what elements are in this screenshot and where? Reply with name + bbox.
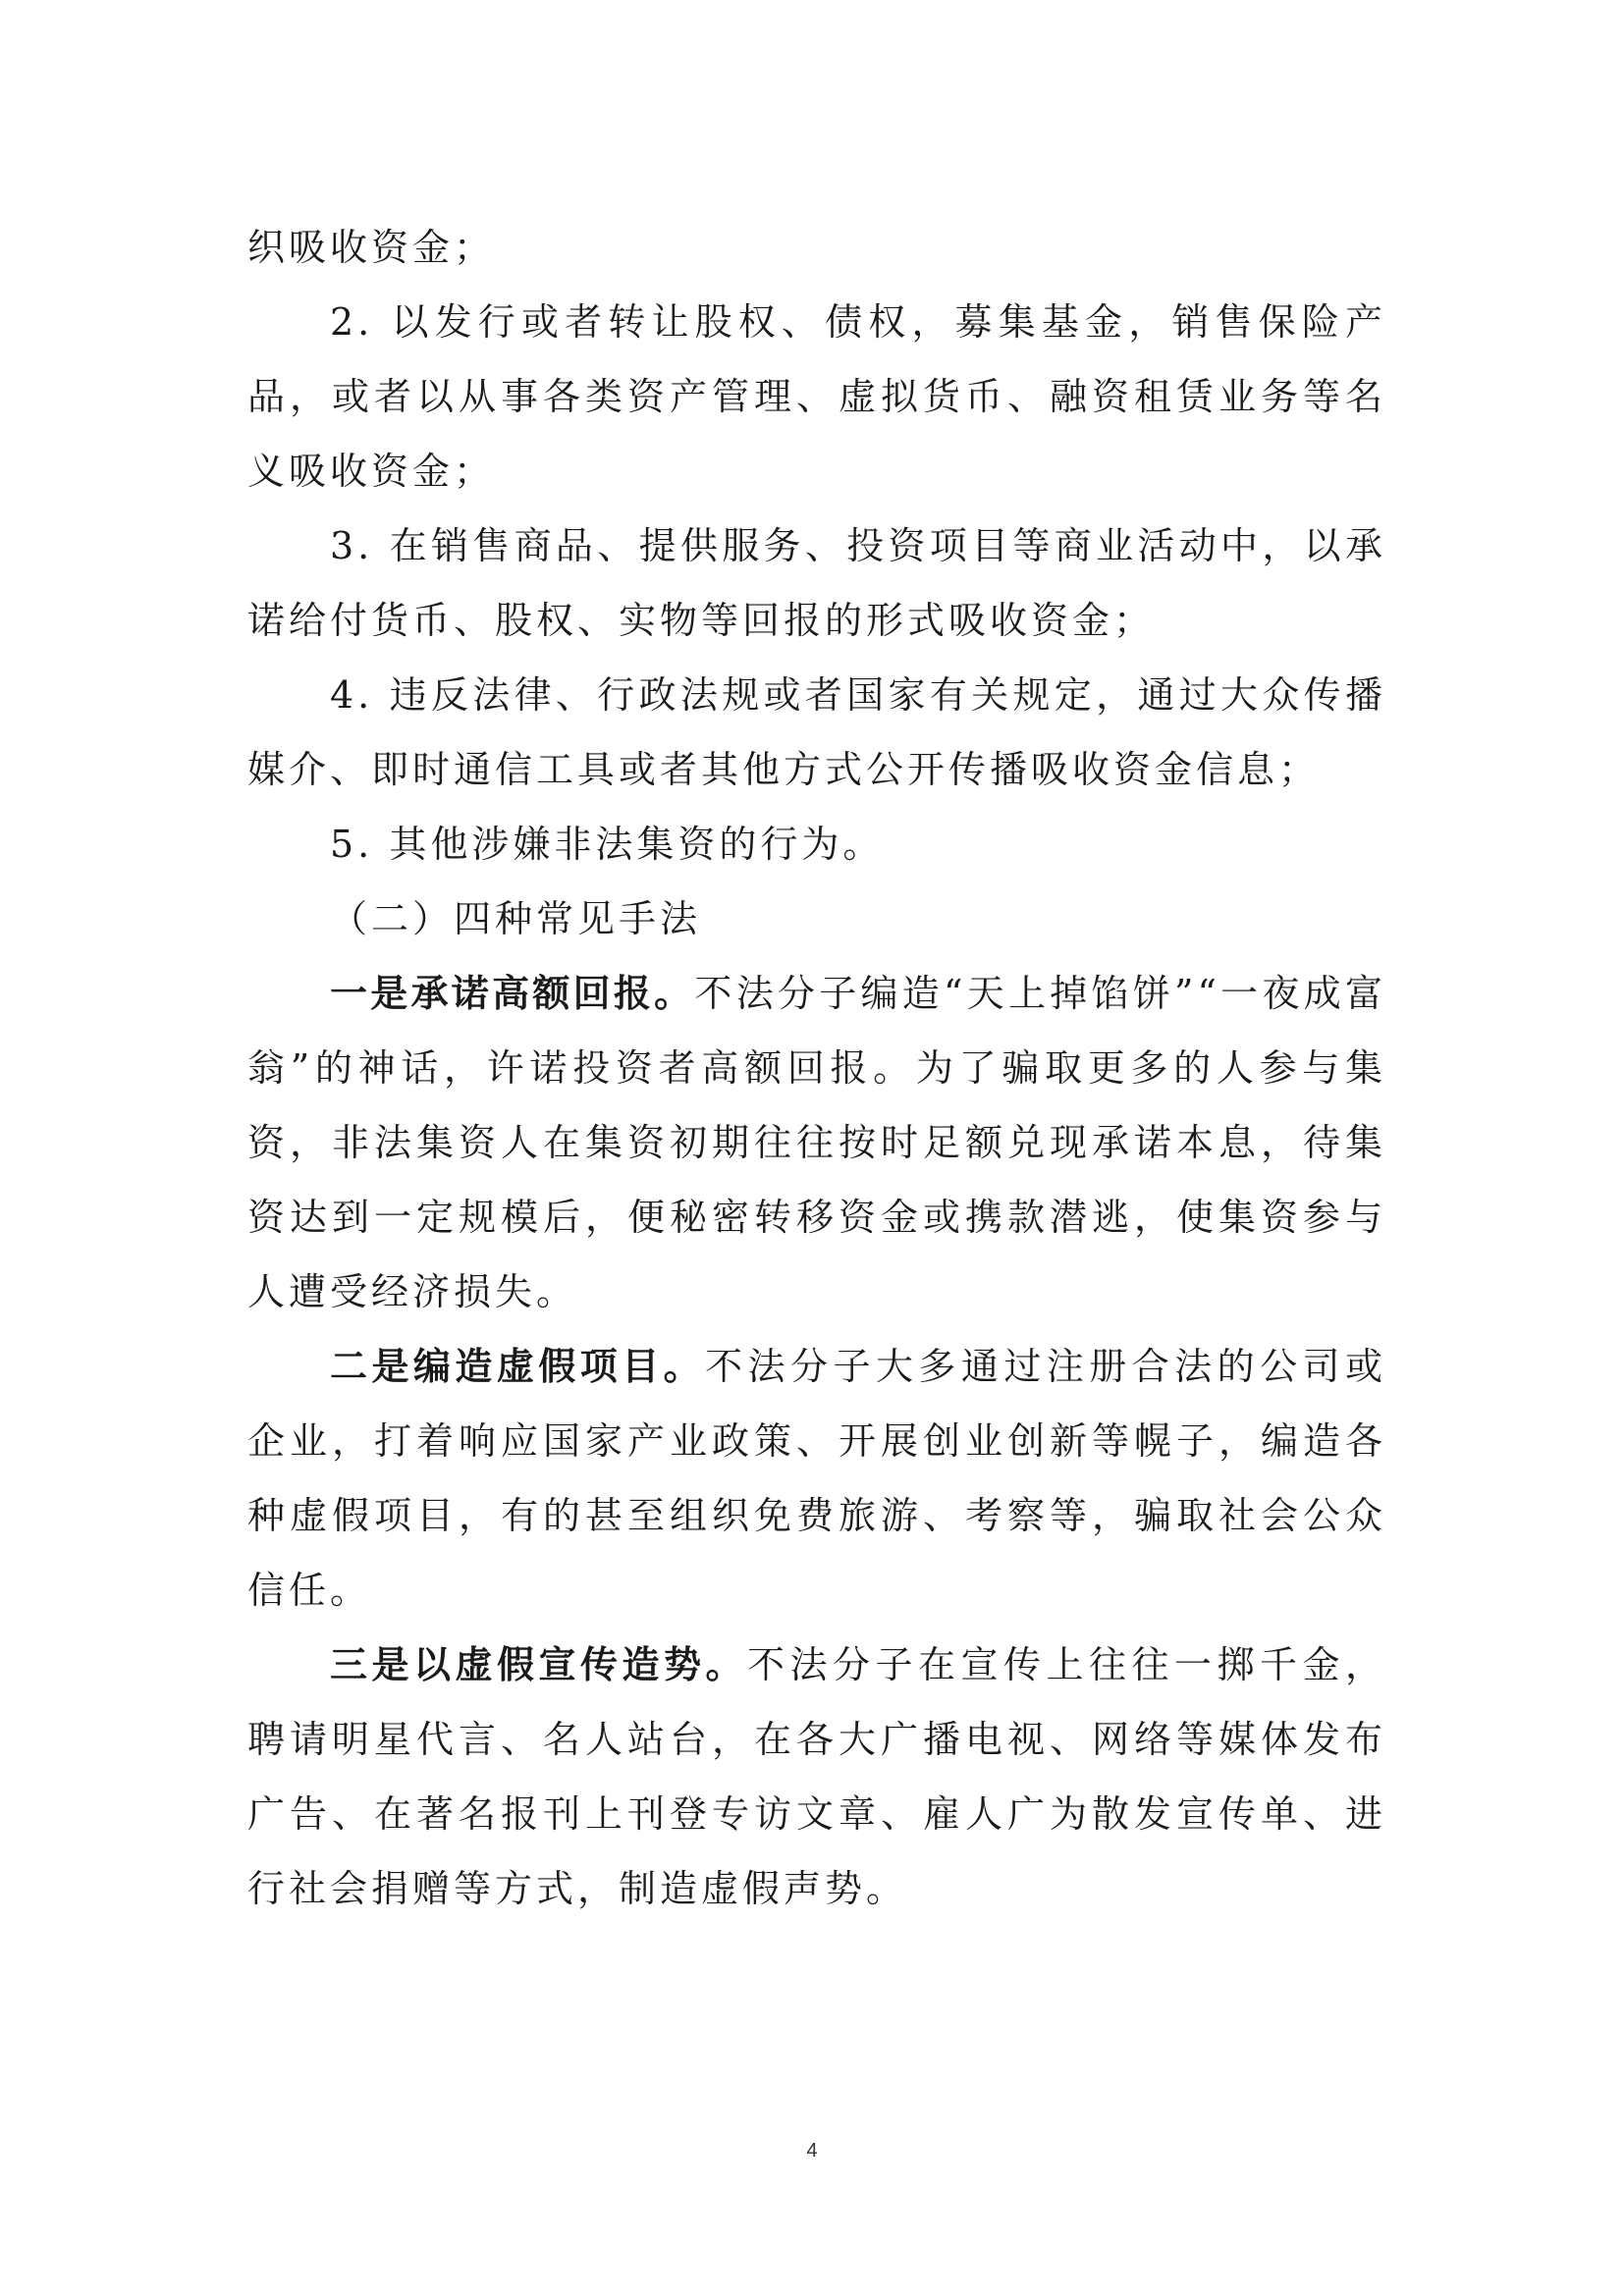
method-1-text: 不法分子编造“天上掉馅饼”“一夜成富翁”的神话，许诺投资者高额回报。为了骗取更多的人参与集资，非法集资人在集资初期往往按时足额兑现承诺本息，待集资达到一定规模后，便秘密转移资金或携款潜逃，使集资参与人遭受经济损失。 bbox=[247, 972, 1386, 1313]
paragraph-continuation: 织吸收资金； bbox=[247, 226, 496, 269]
method-3-text: 不法分子在宣传上往往一掷千金，聘请明星代言、名人站台，在各大广播电视、网络等媒体发布广告、在著名报刊上刊登专访文章、雇人广为散发宣传单、进行社会捐赠等方式，制造虚假声势。 bbox=[247, 1643, 1386, 1910]
method-2-paragraph bbox=[247, 1329, 1386, 1628]
list-item-4: 4. 违反法律、行政法规或者国家有关规定，通过大众传播媒介、即时通信工具或者其他方式公开传播吸收资金信息； bbox=[247, 673, 1386, 791]
method-3-paragraph bbox=[247, 1628, 1386, 1926]
list-item-2: 2. 以发行或者转让股权、债权，募集基金，销售保险产品，或者以从事各类资产管理、虚拟货币、融资租赁业务等名义吸收资金； bbox=[247, 300, 1386, 493]
page-number: 4 bbox=[806, 2140, 818, 2162]
method-2-text: 不法分子大多通过注册合法的公司或企业，打着响应国家产业政策、开展创业创新等幌子，编造各种虚假项目，有的甚至组织免费旅游、考察等，骗取社会公众信任。 bbox=[247, 1345, 1386, 1612]
body-text bbox=[247, 210, 1386, 1926]
method-1-paragraph bbox=[247, 956, 1386, 1329]
list-item-5: 5. 其他涉嫌非法集资的行为。 bbox=[330, 823, 885, 866]
list-item-3: 3. 在销售商品、提供服务、投资项目等商业活动中，以承诺给付货币、股权、实物等回报的形式吸收资金； bbox=[247, 524, 1386, 642]
method-1-title: 一是承诺高额回报。 bbox=[330, 972, 695, 1015]
method-3-title: 三是以虚假宣传造势。 bbox=[330, 1643, 747, 1686]
section-heading: （二）四种常见手法 bbox=[330, 897, 702, 940]
method-2-title: 二是编造虚假项目。 bbox=[330, 1345, 706, 1388]
